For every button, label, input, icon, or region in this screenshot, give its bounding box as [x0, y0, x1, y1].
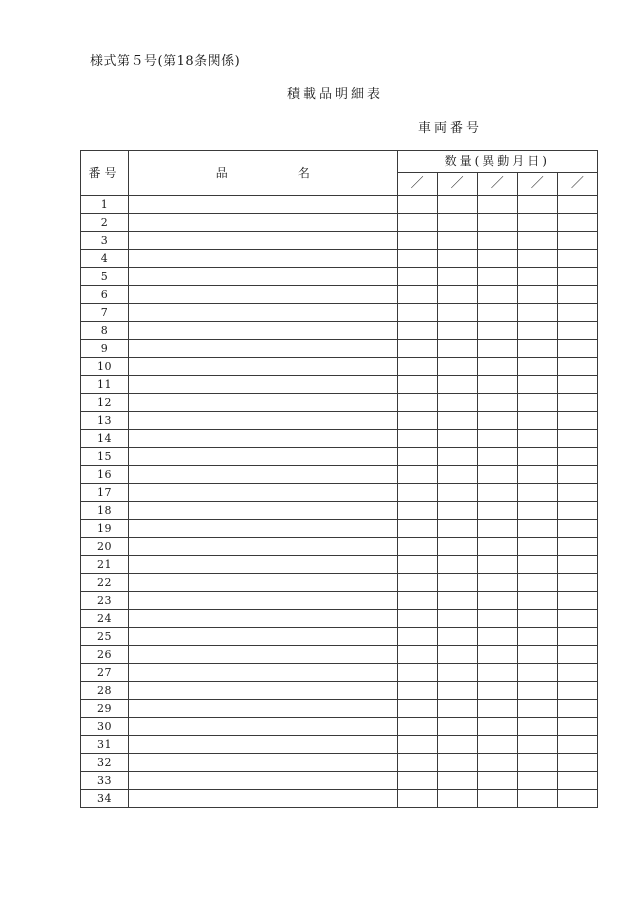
quantity-cell-2[interactable] — [437, 394, 477, 412]
quantity-cell-1[interactable] — [397, 772, 437, 790]
quantity-cell-5[interactable] — [557, 538, 597, 556]
quantity-cell-4[interactable] — [517, 736, 557, 754]
quantity-cell-1[interactable] — [397, 790, 437, 808]
row-number: 17 — [81, 484, 129, 502]
quantity-cell-3[interactable] — [477, 754, 517, 772]
item-name-cell[interactable] — [129, 412, 397, 430]
quantity-cell-3[interactable] — [477, 412, 517, 430]
quantity-cell-1[interactable] — [397, 394, 437, 412]
quantity-cell-2[interactable] — [437, 736, 477, 754]
quantity-cell-1[interactable] — [397, 304, 437, 322]
quantity-cell-4[interactable] — [517, 358, 557, 376]
row-number: 21 — [81, 556, 129, 574]
table-row — [81, 574, 598, 592]
item-name-cell[interactable] — [129, 250, 397, 268]
quantity-cell-2[interactable] — [437, 430, 477, 448]
quantity-cell-2[interactable] — [437, 484, 477, 502]
quantity-cell-5[interactable] — [557, 304, 597, 322]
item-name-cell[interactable] — [129, 664, 397, 682]
quantity-cell-4[interactable] — [517, 664, 557, 682]
row-number: 32 — [81, 754, 129, 772]
quantity-cell-5[interactable] — [557, 232, 597, 250]
quantity-cell-2[interactable] — [437, 358, 477, 376]
quantity-cell-4[interactable] — [517, 322, 557, 340]
quantity-cell-5[interactable] — [557, 412, 597, 430]
item-name-cell[interactable] — [129, 556, 397, 574]
quantity-cell-4[interactable] — [517, 196, 557, 214]
quantity-cell-5[interactable] — [557, 610, 597, 628]
quantity-cell-3[interactable] — [477, 736, 517, 754]
quantity-cell-3[interactable] — [477, 628, 517, 646]
quantity-cell-3[interactable] — [477, 394, 517, 412]
table-row — [81, 412, 598, 430]
table-row — [81, 322, 598, 340]
date-column-5[interactable]: ／ — [557, 172, 597, 195]
row-number: 16 — [81, 466, 129, 484]
quantity-cell-2[interactable] — [437, 250, 477, 268]
date-column-1[interactable]: ／ — [397, 172, 437, 195]
quantity-cell-1[interactable] — [397, 448, 437, 466]
quantity-cell-4[interactable] — [517, 340, 557, 358]
item-name-cell[interactable] — [129, 304, 397, 322]
table-body — [81, 196, 598, 808]
quantity-cell-5[interactable] — [557, 682, 597, 700]
quantity-cell-5[interactable] — [557, 700, 597, 718]
quantity-cell-3[interactable] — [477, 304, 517, 322]
quantity-cell-2[interactable] — [437, 196, 477, 214]
quantity-cell-3[interactable] — [477, 250, 517, 268]
quantity-cell-5[interactable] — [557, 790, 597, 808]
quantity-cell-3[interactable] — [477, 502, 517, 520]
quantity-cell-5[interactable] — [557, 322, 597, 340]
quantity-cell-4[interactable] — [517, 484, 557, 502]
quantity-cell-3[interactable] — [477, 466, 517, 484]
quantity-cell-2[interactable] — [437, 574, 477, 592]
quantity-cell-5[interactable] — [557, 340, 597, 358]
table-row — [81, 610, 598, 628]
quantity-cell-1[interactable] — [397, 574, 437, 592]
row-number: 12 — [81, 394, 129, 412]
quantity-cell-2[interactable] — [437, 556, 477, 574]
quantity-cell-4[interactable] — [517, 574, 557, 592]
quantity-cell-5[interactable] — [557, 556, 597, 574]
item-name-cell[interactable] — [129, 268, 397, 286]
table-row — [81, 268, 598, 286]
quantity-cell-2[interactable] — [437, 538, 477, 556]
header-quantity: 数量(異動月日) — [397, 151, 597, 173]
quantity-cell-4[interactable] — [517, 646, 557, 664]
quantity-cell-4[interactable] — [517, 628, 557, 646]
quantity-cell-1[interactable] — [397, 484, 437, 502]
quantity-cell-3[interactable] — [477, 790, 517, 808]
quantity-cell-1[interactable] — [397, 340, 437, 358]
row-number: 28 — [81, 682, 129, 700]
item-name-cell[interactable] — [129, 772, 397, 790]
quantity-cell-2[interactable] — [437, 232, 477, 250]
quantity-cell-5[interactable] — [557, 358, 597, 376]
quantity-cell-3[interactable] — [477, 718, 517, 736]
quantity-cell-1[interactable] — [397, 322, 437, 340]
row-number: 30 — [81, 718, 129, 736]
date-column-3[interactable]: ／ — [477, 172, 517, 195]
quantity-cell-5[interactable] — [557, 430, 597, 448]
item-name-cell[interactable] — [129, 484, 397, 502]
row-number: 7 — [81, 304, 129, 322]
row-number: 8 — [81, 322, 129, 340]
table-row — [81, 700, 598, 718]
quantity-cell-1[interactable] — [397, 358, 437, 376]
table-row — [81, 592, 598, 610]
quantity-cell-4[interactable] — [517, 682, 557, 700]
quantity-cell-1[interactable] — [397, 682, 437, 700]
quantity-cell-2[interactable] — [437, 664, 477, 682]
vehicle-number-label: 車両番号 — [418, 121, 483, 136]
table-row — [81, 448, 598, 466]
quantity-cell-1[interactable] — [397, 592, 437, 610]
item-name-cell[interactable] — [129, 232, 397, 250]
quantity-cell-5[interactable] — [557, 214, 597, 232]
quantity-cell-4[interactable] — [517, 520, 557, 538]
quantity-cell-1[interactable] — [397, 214, 437, 232]
quantity-cell-3[interactable] — [477, 538, 517, 556]
quantity-cell-5[interactable] — [557, 736, 597, 754]
quantity-cell-4[interactable] — [517, 718, 557, 736]
quantity-cell-5[interactable] — [557, 664, 597, 682]
quantity-cell-2[interactable] — [437, 790, 477, 808]
quantity-cell-2[interactable] — [437, 646, 477, 664]
row-number: 20 — [81, 538, 129, 556]
row-number: 29 — [81, 700, 129, 718]
quantity-cell-3[interactable] — [477, 340, 517, 358]
item-name-cell[interactable] — [129, 466, 397, 484]
quantity-cell-4[interactable] — [517, 376, 557, 394]
item-name-cell[interactable] — [129, 646, 397, 664]
item-name-cell[interactable] — [129, 448, 397, 466]
item-name-cell[interactable] — [129, 502, 397, 520]
row-number: 23 — [81, 592, 129, 610]
table-row — [81, 520, 598, 538]
quantity-cell-1[interactable] — [397, 538, 437, 556]
quantity-cell-4[interactable] — [517, 502, 557, 520]
item-name-cell[interactable] — [129, 322, 397, 340]
table-row — [81, 556, 598, 574]
table-row — [81, 376, 598, 394]
form-number-label: 様式第５号(第18条関係) — [90, 54, 241, 69]
row-number: 15 — [81, 448, 129, 466]
item-name-cell[interactable] — [129, 628, 397, 646]
quantity-cell-4[interactable] — [517, 214, 557, 232]
table-row — [81, 682, 598, 700]
quantity-cell-3[interactable] — [477, 574, 517, 592]
row-number: 2 — [81, 214, 129, 232]
item-name-cell[interactable] — [129, 286, 397, 304]
item-name-cell[interactable] — [129, 430, 397, 448]
quantity-cell-1[interactable] — [397, 556, 437, 574]
quantity-cell-5[interactable] — [557, 268, 597, 286]
quantity-cell-4[interactable] — [517, 232, 557, 250]
quantity-cell-4[interactable] — [517, 556, 557, 574]
quantity-cell-1[interactable] — [397, 718, 437, 736]
quantity-cell-5[interactable] — [557, 376, 597, 394]
item-name-cell[interactable] — [129, 376, 397, 394]
header-item-name-part2: 名 — [297, 166, 310, 180]
quantity-cell-1[interactable] — [397, 376, 437, 394]
row-number: 26 — [81, 646, 129, 664]
quantity-cell-3[interactable] — [477, 322, 517, 340]
quantity-cell-5[interactable] — [557, 196, 597, 214]
quantity-cell-5[interactable] — [557, 466, 597, 484]
quantity-cell-3[interactable] — [477, 592, 517, 610]
quantity-cell-4[interactable] — [517, 304, 557, 322]
quantity-cell-1[interactable] — [397, 628, 437, 646]
quantity-cell-2[interactable] — [437, 700, 477, 718]
quantity-cell-1[interactable] — [397, 664, 437, 682]
quantity-cell-2[interactable] — [437, 286, 477, 304]
row-number: 13 — [81, 412, 129, 430]
quantity-cell-2[interactable] — [437, 322, 477, 340]
quantity-cell-5[interactable] — [557, 394, 597, 412]
table-row — [81, 502, 598, 520]
row-number: 33 — [81, 772, 129, 790]
item-name-cell[interactable] — [129, 358, 397, 376]
table-row — [81, 628, 598, 646]
quantity-cell-2[interactable] — [437, 592, 477, 610]
quantity-cell-2[interactable] — [437, 682, 477, 700]
table-row — [81, 466, 598, 484]
quantity-cell-4[interactable] — [517, 772, 557, 790]
quantity-cell-5[interactable] — [557, 592, 597, 610]
quantity-cell-2[interactable] — [437, 718, 477, 736]
quantity-cell-4[interactable] — [517, 394, 557, 412]
quantity-cell-5[interactable] — [557, 772, 597, 790]
quantity-cell-2[interactable] — [437, 304, 477, 322]
row-number: 6 — [81, 286, 129, 304]
table-row — [81, 772, 598, 790]
quantity-cell-3[interactable] — [477, 772, 517, 790]
quantity-cell-1[interactable] — [397, 232, 437, 250]
item-name-cell[interactable] — [129, 538, 397, 556]
quantity-cell-1[interactable] — [397, 430, 437, 448]
quantity-cell-2[interactable] — [437, 610, 477, 628]
quantity-cell-1[interactable] — [397, 646, 437, 664]
quantity-cell-5[interactable] — [557, 448, 597, 466]
table-row — [81, 736, 598, 754]
row-number: 19 — [81, 520, 129, 538]
quantity-cell-5[interactable] — [557, 574, 597, 592]
quantity-cell-2[interactable] — [437, 268, 477, 286]
document-title: 積載品明細表 — [286, 87, 383, 102]
quantity-cell-1[interactable] — [397, 412, 437, 430]
quantity-cell-1[interactable] — [397, 502, 437, 520]
row-number: 14 — [81, 430, 129, 448]
quantity-cell-3[interactable] — [477, 448, 517, 466]
quantity-cell-1[interactable] — [397, 466, 437, 484]
header-item-name — [129, 151, 397, 196]
table-row — [81, 214, 598, 232]
item-name-cell[interactable] — [129, 754, 397, 772]
quantity-cell-1[interactable] — [397, 736, 437, 754]
quantity-cell-3[interactable] — [477, 664, 517, 682]
cargo-items-table — [80, 150, 598, 808]
quantity-cell-2[interactable] — [437, 754, 477, 772]
quantity-cell-4[interactable] — [517, 700, 557, 718]
table-row — [81, 484, 598, 502]
header-item-name-part1: 品 — [215, 166, 228, 180]
quantity-cell-3[interactable] — [477, 646, 517, 664]
quantity-cell-2[interactable] — [437, 628, 477, 646]
row-number: 5 — [81, 268, 129, 286]
quantity-cell-2[interactable] — [437, 340, 477, 358]
quantity-cell-1[interactable] — [397, 754, 437, 772]
quantity-cell-3[interactable] — [477, 520, 517, 538]
quantity-cell-1[interactable] — [397, 268, 437, 286]
item-name-cell[interactable] — [129, 610, 397, 628]
quantity-cell-2[interactable] — [437, 520, 477, 538]
row-number: 11 — [81, 376, 129, 394]
item-name-cell[interactable] — [129, 736, 397, 754]
row-number: 9 — [81, 340, 129, 358]
quantity-cell-3[interactable] — [477, 358, 517, 376]
quantity-cell-3[interactable] — [477, 682, 517, 700]
table-row — [81, 250, 598, 268]
quantity-cell-3[interactable] — [477, 214, 517, 232]
quantity-cell-4[interactable] — [517, 268, 557, 286]
quantity-cell-5[interactable] — [557, 250, 597, 268]
row-number: 10 — [81, 358, 129, 376]
quantity-cell-3[interactable] — [477, 484, 517, 502]
row-number: 24 — [81, 610, 129, 628]
table-row — [81, 646, 598, 664]
quantity-cell-4[interactable] — [517, 448, 557, 466]
table-row — [81, 286, 598, 304]
quantity-cell-4[interactable] — [517, 250, 557, 268]
quantity-cell-1[interactable] — [397, 700, 437, 718]
date-column-4[interactable]: ／ — [517, 172, 557, 195]
table-row — [81, 754, 598, 772]
quantity-cell-1[interactable] — [397, 250, 437, 268]
row-number: 25 — [81, 628, 129, 646]
table-row — [81, 790, 598, 808]
table-row — [81, 304, 598, 322]
quantity-cell-5[interactable] — [557, 754, 597, 772]
table-row — [81, 664, 598, 682]
quantity-cell-4[interactable] — [517, 538, 557, 556]
quantity-cell-1[interactable] — [397, 520, 437, 538]
quantity-cell-4[interactable] — [517, 466, 557, 484]
date-column-2[interactable]: ／ — [437, 172, 477, 195]
quantity-cell-4[interactable] — [517, 592, 557, 610]
item-name-cell[interactable] — [129, 520, 397, 538]
item-name-cell[interactable] — [129, 394, 397, 412]
item-name-cell[interactable] — [129, 214, 397, 232]
item-name-cell[interactable] — [129, 196, 397, 214]
item-name-cell[interactable] — [129, 592, 397, 610]
quantity-cell-1[interactable] — [397, 286, 437, 304]
row-number: 31 — [81, 736, 129, 754]
quantity-cell-5[interactable] — [557, 286, 597, 304]
item-name-cell[interactable] — [129, 574, 397, 592]
quantity-cell-2[interactable] — [437, 772, 477, 790]
quantity-cell-4[interactable] — [517, 610, 557, 628]
table-row — [81, 196, 598, 214]
item-name-cell[interactable] — [129, 340, 397, 358]
table-row — [81, 340, 598, 358]
quantity-cell-3[interactable] — [477, 430, 517, 448]
row-number: 22 — [81, 574, 129, 592]
table-row — [81, 718, 598, 736]
quantity-cell-4[interactable] — [517, 412, 557, 430]
item-name-cell[interactable] — [129, 700, 397, 718]
table-row — [81, 394, 598, 412]
table-row — [81, 358, 598, 376]
quantity-cell-2[interactable] — [437, 214, 477, 232]
item-name-cell[interactable] — [129, 718, 397, 736]
quantity-cell-2[interactable] — [437, 448, 477, 466]
quantity-cell-3[interactable] — [477, 196, 517, 214]
header-number: 番号 — [81, 151, 129, 196]
quantity-cell-3[interactable] — [477, 268, 517, 286]
quantity-cell-4[interactable] — [517, 790, 557, 808]
row-number: 3 — [81, 232, 129, 250]
quantity-cell-5[interactable] — [557, 502, 597, 520]
quantity-cell-5[interactable] — [557, 520, 597, 538]
quantity-cell-1[interactable] — [397, 610, 437, 628]
quantity-cell-4[interactable] — [517, 754, 557, 772]
quantity-cell-3[interactable] — [477, 556, 517, 574]
quantity-cell-5[interactable] — [557, 484, 597, 502]
table-row — [81, 430, 598, 448]
quantity-cell-3[interactable] — [477, 610, 517, 628]
quantity-cell-2[interactable] — [437, 502, 477, 520]
quantity-cell-3[interactable] — [477, 376, 517, 394]
quantity-cell-2[interactable] — [437, 376, 477, 394]
table-row — [81, 538, 598, 556]
item-name-cell[interactable] — [129, 790, 397, 808]
quantity-cell-2[interactable] — [437, 412, 477, 430]
row-number: 18 — [81, 502, 129, 520]
quantity-cell-3[interactable] — [477, 286, 517, 304]
table-row — [81, 232, 598, 250]
quantity-cell-2[interactable] — [437, 466, 477, 484]
quantity-cell-5[interactable] — [557, 646, 597, 664]
quantity-cell-3[interactable] — [477, 232, 517, 250]
row-number: 34 — [81, 790, 129, 808]
quantity-cell-4[interactable] — [517, 286, 557, 304]
row-number: 27 — [81, 664, 129, 682]
row-number: 4 — [81, 250, 129, 268]
quantity-cell-5[interactable] — [557, 628, 597, 646]
quantity-cell-1[interactable] — [397, 196, 437, 214]
quantity-cell-4[interactable] — [517, 430, 557, 448]
quantity-cell-5[interactable] — [557, 718, 597, 736]
row-number: 1 — [81, 196, 129, 214]
quantity-cell-3[interactable] — [477, 700, 517, 718]
item-name-cell[interactable] — [129, 682, 397, 700]
